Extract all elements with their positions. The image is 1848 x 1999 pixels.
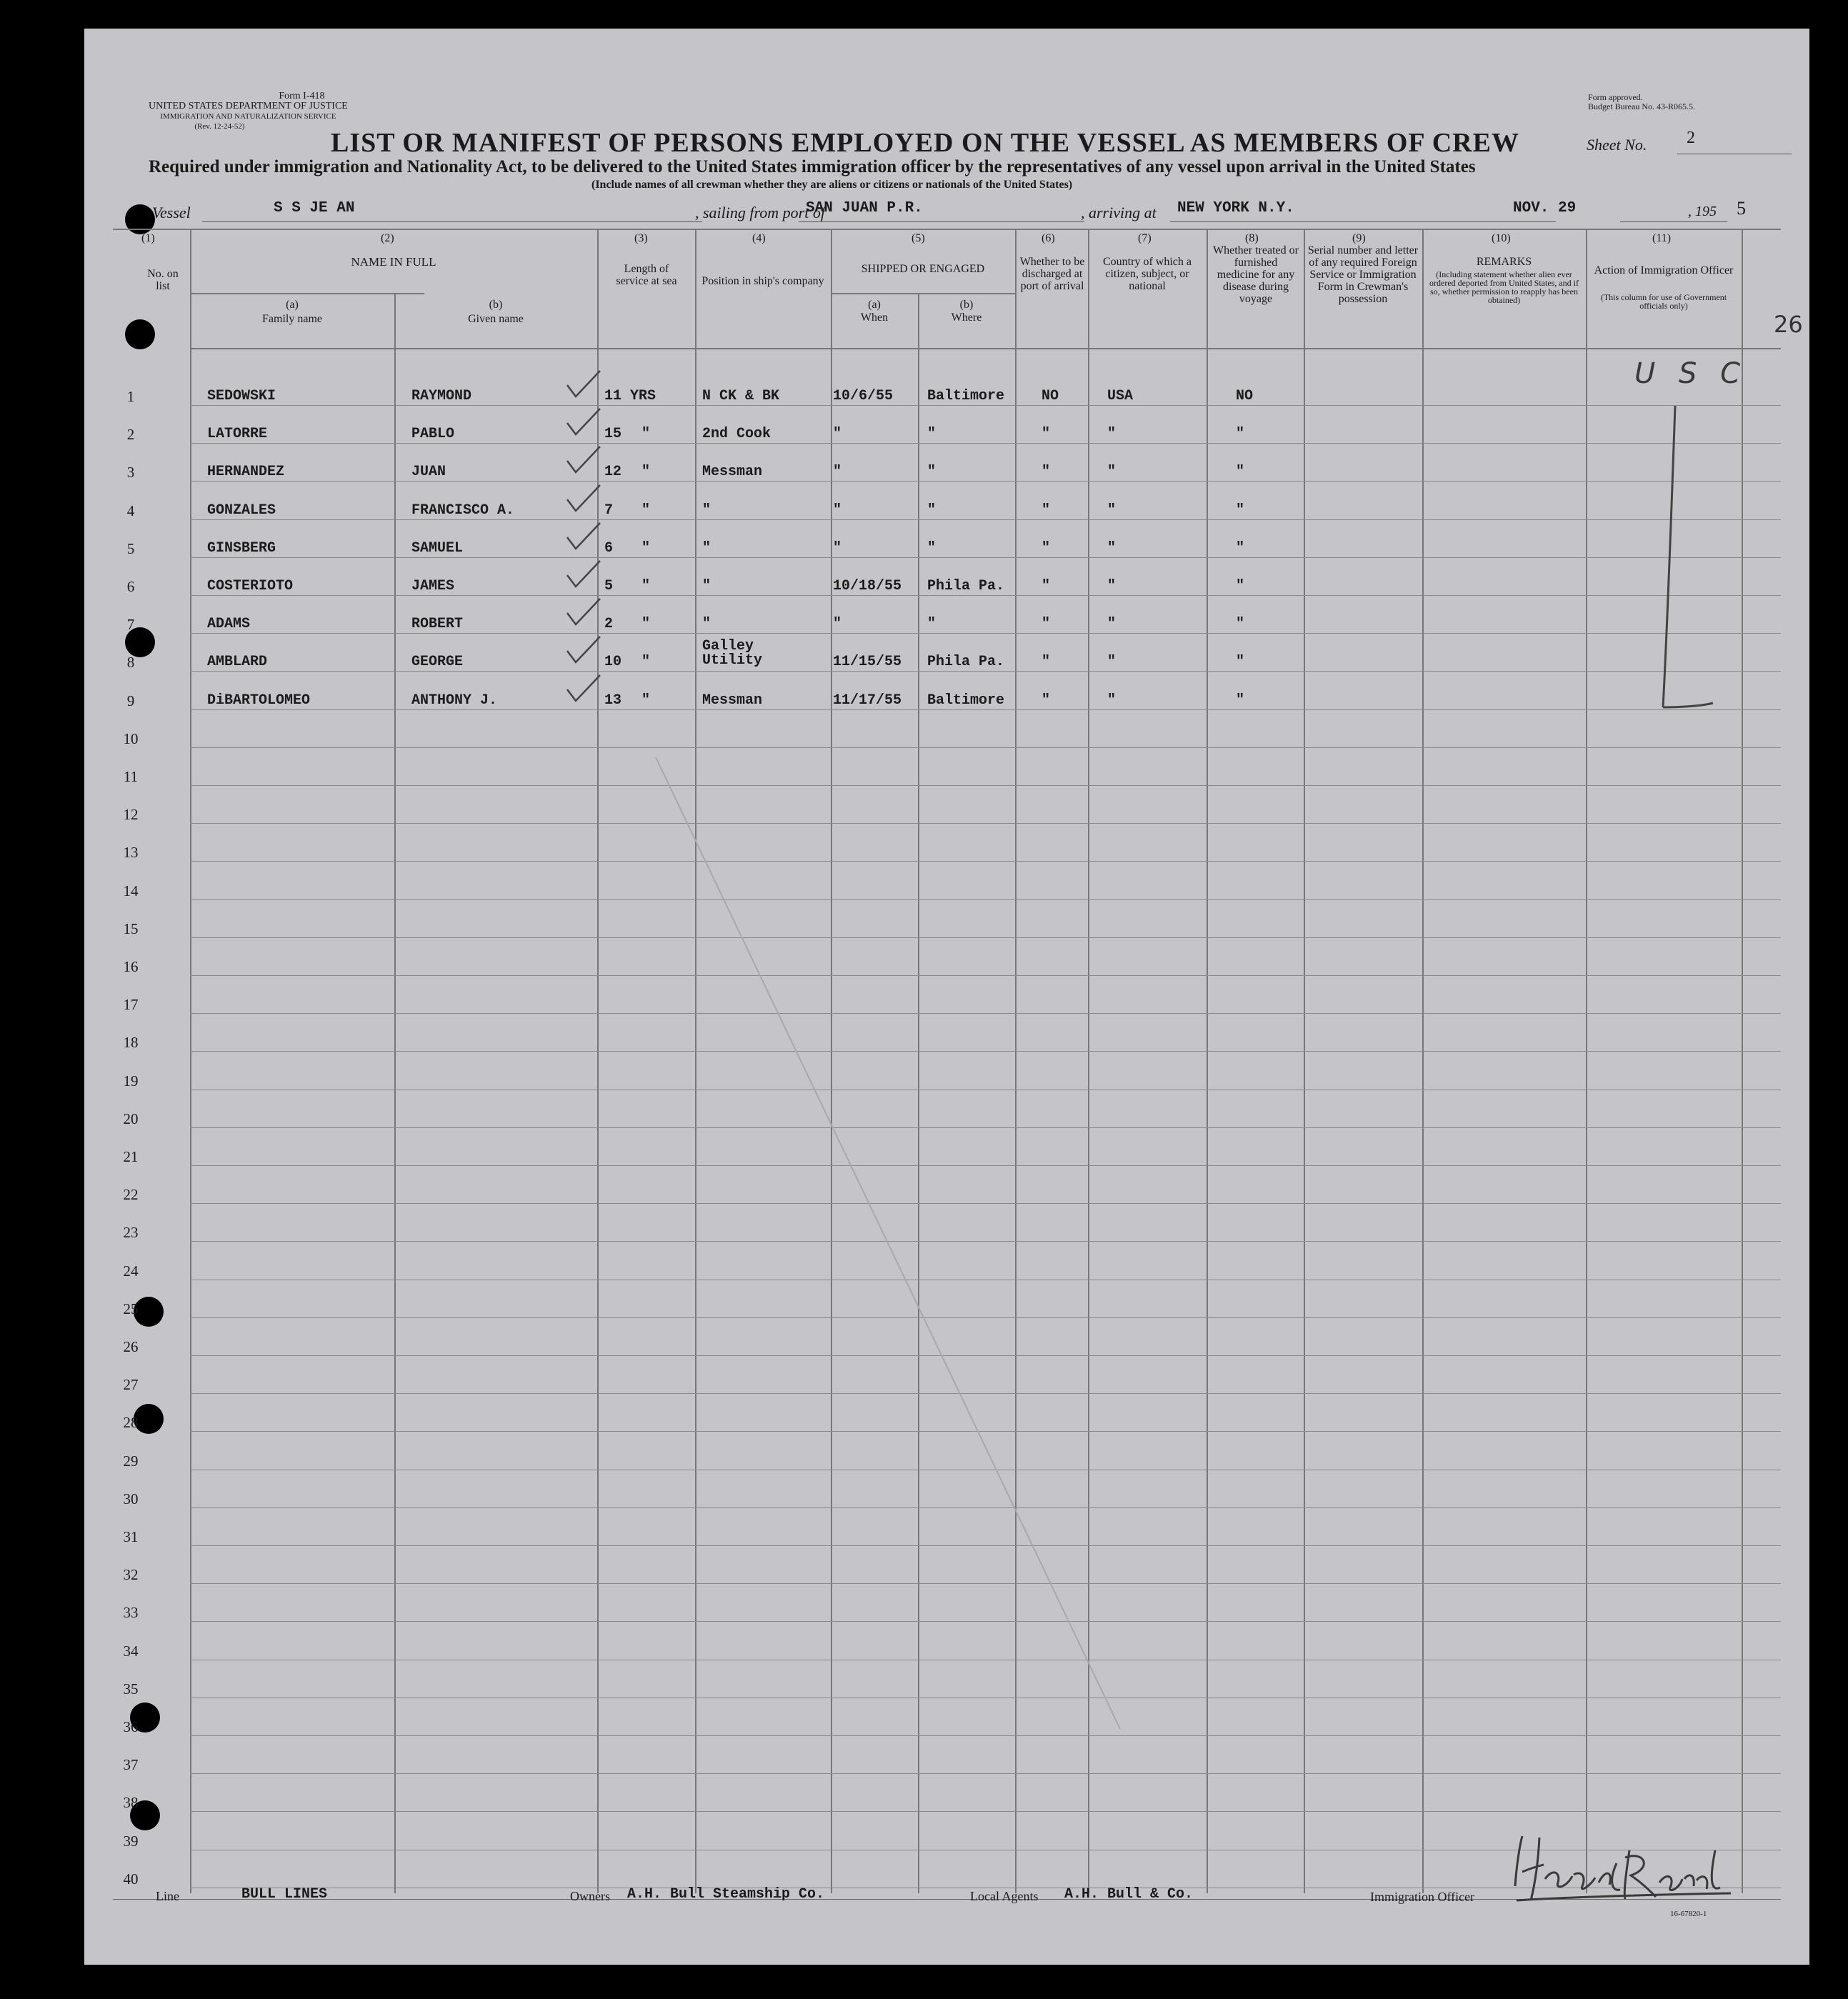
family-name-cell: SEDOWSKI — [207, 388, 276, 404]
shipped-when-cell: 10/6/55 — [833, 388, 894, 404]
row-line — [190, 519, 1781, 520]
col-2b-number: (b) — [489, 299, 503, 311]
row-line — [190, 671, 1781, 672]
row-line — [190, 1773, 1781, 1774]
pencil-stray-mark — [641, 750, 1142, 1736]
col-4-header: Position in ship's company — [701, 275, 824, 287]
given-name-cell: FRANCISCO A. — [411, 502, 515, 519]
line-name: BULL LINES — [241, 1886, 328, 1903]
row-number: 17 — [123, 996, 139, 1014]
service-ditto-mark: " — [641, 578, 651, 594]
sailing-label: , sailing from port of — [695, 204, 825, 221]
row-line — [190, 595, 1781, 596]
shipped-where-cell: Baltimore — [927, 388, 1005, 404]
service-length-cell: 10 — [604, 654, 622, 671]
family-name-cell: DiBARTOLOMEO — [207, 692, 311, 709]
page-title: LIST OR MANIFEST OF PERSONS EMPLOYED ON THE VESSEL AS MEMBERS OF CREW — [331, 128, 1519, 158]
medicine-cell: NO — [1236, 388, 1254, 404]
service-length-cell: 11 YRS — [604, 388, 656, 404]
col-1-header: No. on list — [147, 268, 179, 292]
shipped-where-cell: " — [927, 616, 937, 633]
medicine-cell: " — [1236, 464, 1245, 481]
row-number: 2 — [126, 426, 135, 444]
check-mark — [564, 558, 607, 594]
sheet-label: Sheet No. — [1587, 136, 1647, 154]
col-2a-header: Family name — [262, 313, 322, 325]
row-line — [190, 481, 1781, 482]
col-2-number: (2) — [381, 232, 394, 244]
shipped-when-cell: " — [833, 539, 842, 557]
position-cell: " — [702, 578, 711, 594]
position-cell: N CK & BK — [702, 388, 780, 404]
row-number: 8 — [126, 654, 135, 672]
medicine-cell: " — [1236, 578, 1245, 594]
row-line — [190, 405, 1781, 406]
col-10-header: REMARKS — [1476, 256, 1532, 268]
shipped-where-cell: Phila Pa. — [927, 654, 1005, 671]
family-name-cell: GONZALES — [207, 502, 276, 519]
given-name-cell: JUAN — [411, 464, 446, 481]
discharge-cell: " — [1042, 692, 1051, 709]
sheet-number: 2 — [1687, 129, 1695, 147]
officer-annotation: U S C — [1634, 357, 1748, 390]
shipped-when-cell: " — [833, 464, 842, 481]
check-mark — [564, 672, 607, 708]
check-mark — [564, 444, 607, 479]
col-2-header: NAME IN FULL — [351, 255, 436, 269]
check-mark — [564, 482, 607, 518]
col-5b-number: (b) — [959, 299, 974, 311]
check-mark — [564, 520, 607, 556]
col-11-header: Action of Immigration Officer — [1594, 264, 1734, 276]
position-cell: " — [702, 616, 711, 633]
country-cell: " — [1107, 616, 1117, 633]
line-label: Line — [156, 1889, 179, 1903]
country-cell: " — [1107, 502, 1117, 519]
shipped-where-cell: " — [927, 502, 937, 519]
shipped-where-cell: Phila Pa. — [927, 578, 1005, 594]
shipped-where-cell: " — [927, 426, 937, 443]
check-mark — [564, 634, 607, 669]
service-length-cell: 5 — [604, 578, 614, 594]
row-number: 35 — [123, 1680, 139, 1698]
medicine-cell: " — [1236, 654, 1245, 671]
discharge-cell: " — [1042, 426, 1051, 443]
family-name-cell: AMBLARD — [207, 654, 268, 671]
year-prefix: , 195 — [1688, 204, 1717, 219]
service-ditto-mark: " — [641, 464, 651, 481]
service-length-cell: 15 — [604, 426, 622, 443]
row-number: 31 — [123, 1528, 139, 1545]
position-cell: " — [702, 539, 711, 557]
position-cell: Galley Utility — [702, 638, 763, 669]
manifest-page — [84, 29, 1809, 1965]
row-number: 34 — [123, 1642, 139, 1660]
country-cell: " — [1107, 464, 1117, 481]
subtitle: Required under immigration and Nationality Act, to be delivered to the United States immigration officer by the representatives of any vessel upon arrival in the United States — [149, 157, 1476, 176]
service-ditto-mark: " — [641, 502, 651, 519]
service-length-cell: 6 — [604, 539, 614, 557]
country-cell: " — [1107, 578, 1117, 594]
row-line — [190, 747, 1781, 748]
service-length-cell: 2 — [604, 616, 614, 633]
row-number: 14 — [123, 882, 139, 899]
row-number: 18 — [123, 1034, 139, 1052]
country-cell: " — [1107, 654, 1117, 671]
col-10-note: (Including statement whether alien ever ordered deported from United States, and if so, whether permission to reapply has been obtained) — [1429, 269, 1579, 305]
owners-label: Owners — [570, 1889, 610, 1903]
row-line — [190, 633, 1781, 634]
discharge-cell: " — [1042, 578, 1051, 594]
page-tally: 26 — [1774, 311, 1803, 338]
discharge-cell: " — [1042, 616, 1051, 633]
row-line — [190, 557, 1781, 558]
col-5b-header: Where — [951, 311, 982, 324]
punch-hole — [125, 319, 155, 349]
officer-label: Immigration Officer — [1370, 1890, 1475, 1904]
position-cell: " — [702, 502, 711, 519]
col-9-header: Serial number and letter of any required Foreign Service or Immigration Form in Crewman's possession — [1307, 244, 1419, 305]
row-number: 4 — [126, 502, 135, 519]
col-10-number: (10) — [1492, 232, 1511, 244]
position-cell: 2nd Cook — [702, 426, 771, 443]
medicine-cell: " — [1236, 426, 1245, 443]
country-cell: " — [1107, 539, 1117, 557]
position-cell: Messman — [702, 464, 763, 481]
col-7-header: Country of which a citizen, subject, or national — [1103, 256, 1192, 292]
row-number: 7 — [126, 616, 135, 634]
col-8-number: (8) — [1245, 232, 1259, 244]
row-number: 27 — [123, 1376, 139, 1394]
subnote: (Include names of all crewman whether they are aliens or citizens or nationals of the United States) — [591, 179, 1073, 191]
col-2a-number: (a) — [286, 299, 299, 311]
row-number: 33 — [123, 1604, 139, 1622]
col-5a-number: (a) — [868, 299, 881, 311]
col-5-number: (5) — [911, 232, 925, 244]
col-3-number: (3) — [634, 232, 648, 244]
row-number: 29 — [123, 1452, 139, 1470]
given-name-cell: RAYMOND — [411, 388, 472, 404]
col-7-number: (7) — [1138, 232, 1152, 244]
row-number: 1 — [126, 388, 135, 405]
medicine-cell: " — [1236, 616, 1245, 633]
family-name-cell: HERNANDEZ — [207, 464, 285, 481]
arrival-date: NOV. 29 — [1513, 200, 1577, 216]
arrival-port: NEW YORK N.Y. — [1177, 200, 1294, 216]
service-length-cell: 13 — [604, 692, 622, 709]
family-name-cell: LATORRE — [207, 426, 268, 443]
row-line — [190, 443, 1781, 444]
medicine-cell: " — [1236, 502, 1245, 519]
row-number: 10 — [123, 729, 139, 747]
discharge-cell: " — [1042, 654, 1051, 671]
shipped-where-cell: " — [927, 539, 937, 557]
row-number: 32 — [123, 1566, 139, 1584]
col-6-number: (6) — [1042, 232, 1055, 244]
row-number: 36 — [123, 1718, 139, 1735]
given-name-cell: JAMES — [411, 578, 455, 594]
row-number: 23 — [123, 1224, 139, 1242]
col-5-header: SHIPPED OR ENGAGED — [861, 263, 985, 275]
vessel-label: Vessel — [152, 204, 191, 221]
col-11-number: (11) — [1652, 232, 1672, 244]
row-number: 30 — [123, 1490, 139, 1507]
given-name-cell: PABLO — [411, 426, 455, 443]
given-name-cell: ROBERT — [411, 616, 464, 633]
row-number: 9 — [126, 692, 135, 709]
col-3-header: Length of service at sea — [616, 263, 677, 287]
agents-name: A.H. Bull & Co. — [1064, 1886, 1194, 1903]
service-length-cell: 12 — [604, 464, 622, 481]
col-1-number: (1) — [141, 232, 155, 244]
country-cell: " — [1107, 426, 1117, 443]
position-cell: Messman — [702, 692, 763, 709]
country-cell: " — [1107, 692, 1117, 709]
given-name-cell: GEORGE — [411, 654, 464, 671]
service-ditto-mark: " — [641, 616, 651, 633]
row-number: 26 — [123, 1338, 139, 1355]
shipped-when-cell: 10/18/55 — [833, 578, 902, 594]
row-number: 39 — [123, 1832, 139, 1850]
row-number: 38 — [123, 1794, 139, 1812]
row-number: 3 — [126, 464, 135, 482]
given-name-cell: ANTHONY J. — [411, 692, 498, 709]
check-mark — [564, 406, 607, 442]
row-number: 25 — [123, 1300, 139, 1317]
row-number: 24 — [123, 1262, 139, 1280]
given-name-cell: SAMUEL — [411, 539, 464, 557]
service-ditto-mark: " — [641, 692, 651, 709]
col-11-note: (This column for use of Government officials only) — [1600, 292, 1727, 311]
vessel-name: S S JE AN — [274, 200, 355, 216]
shipped-when-cell: " — [833, 426, 842, 443]
owners-name: A.H. Bull Steamship Co. — [627, 1886, 825, 1903]
row-line — [190, 1811, 1781, 1812]
row-number: 12 — [123, 806, 139, 824]
medicine-cell: " — [1236, 692, 1245, 709]
family-name-cell: COSTERIOTO — [207, 578, 294, 594]
service-length-cell: 7 — [604, 502, 614, 519]
row-number: 19 — [123, 1072, 139, 1090]
col-4-number: (4) — [752, 232, 766, 244]
service-ditto-mark: " — [641, 654, 651, 671]
print-code: 16-67820-1 — [1670, 1910, 1707, 1918]
medicine-cell: " — [1236, 539, 1245, 557]
row-number: 28 — [123, 1414, 139, 1432]
row-number: 22 — [123, 1186, 139, 1204]
family-name-cell: ADAMS — [207, 616, 251, 633]
row-number: 16 — [123, 958, 139, 975]
discharge-cell: " — [1042, 502, 1051, 519]
discharge-cell: " — [1042, 539, 1051, 557]
family-name-cell: GINSBERG — [207, 539, 276, 557]
shipped-when-cell: 11/15/55 — [833, 654, 902, 671]
service-ditto-mark: " — [641, 539, 651, 557]
country-cell: USA — [1107, 388, 1134, 404]
shipped-where-cell: " — [927, 464, 937, 481]
officer-signature — [1502, 1829, 1738, 1911]
form-approval: Form approved. Budget Bureau No. 43-R065.5. — [1588, 92, 1695, 111]
year-suffix: 5 — [1737, 198, 1746, 219]
discharge-cell: " — [1042, 464, 1051, 481]
shipped-when-cell: " — [833, 616, 842, 633]
col-8-header: Whether treated or furnished medicine for any disease during voyage — [1213, 244, 1299, 305]
row-number: 6 — [126, 578, 135, 595]
col-6-header: Whether to be discharged at port of arrival — [1019, 256, 1085, 292]
row-number: 15 — [123, 919, 139, 937]
row-number: 40 — [123, 1870, 139, 1888]
row-number: 5 — [126, 539, 135, 557]
col-5a-header: When — [860, 311, 889, 324]
check-mark — [564, 596, 607, 632]
arriving-label: , arriving at — [1081, 204, 1157, 221]
row-number: 20 — [123, 1110, 139, 1127]
row-number: 37 — [123, 1756, 139, 1774]
bracket-mark — [1631, 400, 1717, 736]
row-line — [190, 709, 1781, 710]
shipped-when-cell: " — [833, 502, 842, 519]
agents-label: Local Agents — [970, 1889, 1039, 1903]
col-2b-header: Given name — [468, 313, 524, 325]
sailing-port: SAN JUAN P.R. — [806, 200, 923, 216]
col-9-number: (9) — [1352, 232, 1366, 244]
shipped-when-cell: 11/17/55 — [833, 692, 902, 709]
form-identifier: Form I-418 UNITED STATES DEPARTMENT OF JUSTICE IMMIGRATION AND NATURALIZATION SERVICE (Rev. 12-24-52) — [149, 91, 348, 131]
discharge-cell: NO — [1042, 388, 1059, 404]
row-number: 21 — [123, 1148, 139, 1165]
check-mark — [564, 368, 607, 404]
shipped-where-cell: Baltimore — [927, 692, 1005, 709]
row-number: 13 — [123, 844, 139, 862]
service-ditto-mark: " — [641, 426, 651, 443]
row-number: 11 — [123, 768, 139, 785]
